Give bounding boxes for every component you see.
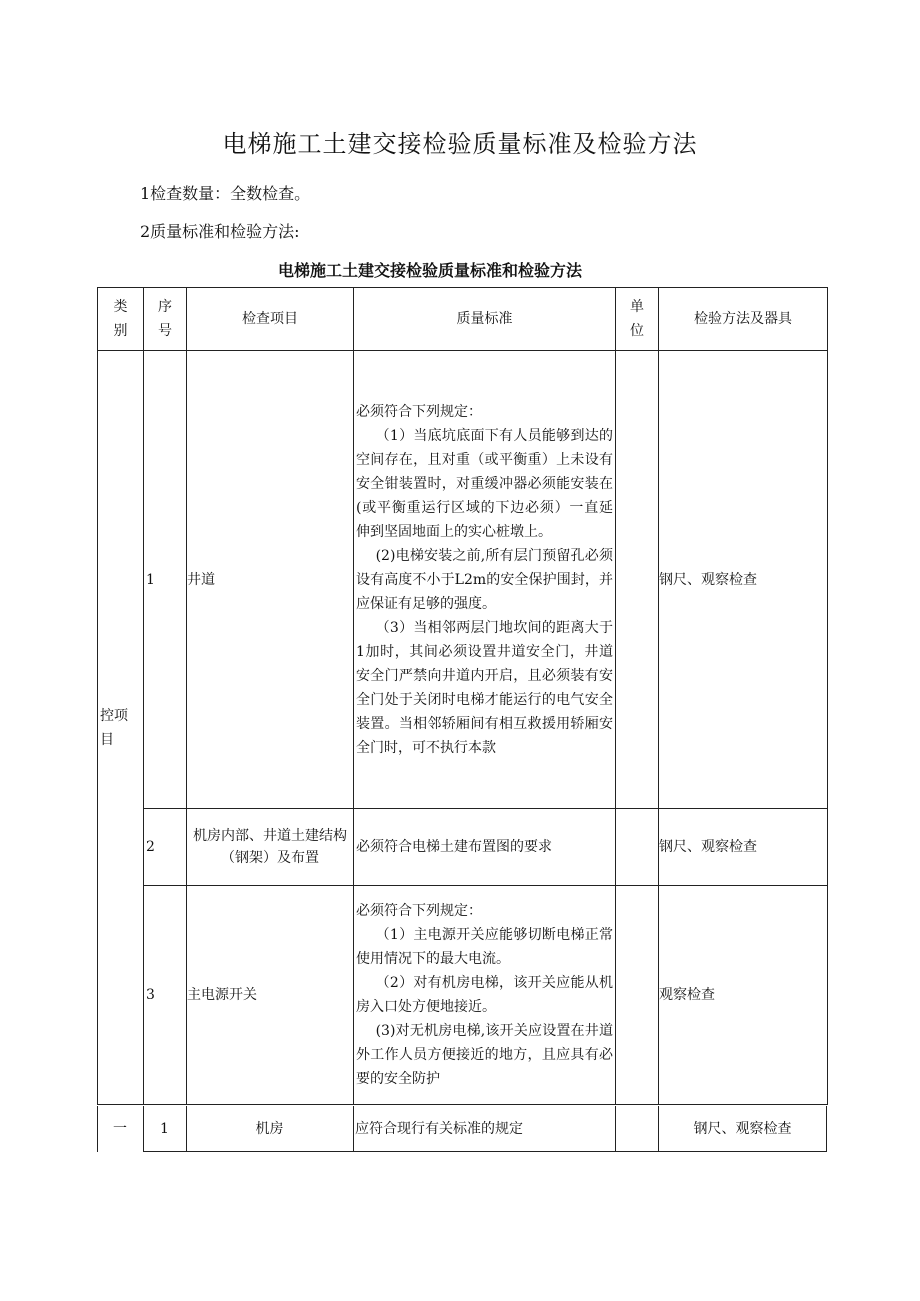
row-item: 主电源开关 bbox=[187, 886, 354, 1105]
row-item: 井道 bbox=[187, 351, 354, 809]
row-unit bbox=[616, 809, 659, 886]
header-item: 检查项目 bbox=[187, 288, 354, 351]
row-standard: 必须符合电梯土建布置图的要求 bbox=[354, 809, 616, 886]
row-seq: 1 bbox=[144, 351, 187, 809]
table-border bbox=[143, 1151, 827, 1152]
header-standard: 质量标准 bbox=[354, 288, 616, 351]
inspection-table bbox=[97, 287, 828, 1105]
next-standard: 应符合现行有关标准的规定 bbox=[355, 1121, 523, 1137]
next-seq: 1 bbox=[160, 1121, 169, 1137]
table-caption: 电梯施工土建交接检验质量标准和检验方法 bbox=[277, 261, 582, 280]
table-row bbox=[98, 886, 828, 1105]
header-unit: 单 位 bbox=[616, 288, 659, 351]
quality-standard-line: 2质量标准和检验方法: bbox=[140, 222, 300, 241]
row-standard: 必须符合下列规定： （1）当底坑底面下有人员能够到达的空间存在，且对重（或平衡重）上未设有安全钳装置时，对重缓冲器必须能安装在(或平衡重运行区域的下边必须）一直延伸到坚固地面上的实心桩墩上。 (2)电梯安装之前,所有层门预留孔必须设有高度不小于L2m的安全保护围封，并应保证有足够的强度。 （3）当相邻两层门地坎间的距离大于1加时，其间必须设置井道安全门，井道安全门严禁向井道内开启，且必须装有安全门处于关闭时电梯才能运行的电气安全装置。当相邻轿厢间有相互救援用轿厢安全门时，可不执行本款 bbox=[354, 351, 616, 809]
row-seq: 3 bbox=[144, 886, 187, 1105]
group-label: 控项 目 bbox=[98, 351, 144, 1105]
row-method: 钢尺、观察检查 bbox=[659, 809, 828, 886]
table-header-row bbox=[98, 288, 828, 351]
header-seq: 序 号 bbox=[144, 288, 187, 351]
table-border bbox=[186, 1106, 187, 1152]
document-title: 电梯施工土建交接检验质量标准及检验方法 bbox=[222, 130, 698, 158]
next-category: 一 bbox=[113, 1121, 127, 1137]
table-row bbox=[98, 351, 828, 809]
table-border bbox=[97, 1106, 98, 1152]
next-method: 钢尺、观察检查 bbox=[693, 1121, 792, 1137]
table-border bbox=[826, 1106, 827, 1152]
row-standard: 必须符合下列规定： （1）主电源开关应能够切断电梯正常使用情况下的最大电流。 （2）对有机房电梯，该开关应能从机房入口处方便地接近。 (3)对无机房电梯,该开关应设置在井道外工作人员方便接近的地方，且应具有必要的安全防护 bbox=[354, 886, 616, 1105]
header-category: 类 别 bbox=[98, 288, 144, 351]
table-border bbox=[143, 1106, 144, 1152]
table-row-partial bbox=[97, 1106, 827, 1152]
table-border bbox=[615, 1106, 616, 1152]
header-method: 检验方法及器具 bbox=[659, 288, 828, 351]
table-row bbox=[98, 809, 828, 886]
row-method: 观察检查 bbox=[659, 886, 828, 1105]
row-unit bbox=[616, 886, 659, 1105]
table-border bbox=[353, 1106, 354, 1152]
row-seq: 2 bbox=[144, 809, 187, 886]
row-unit bbox=[616, 351, 659, 809]
inspection-quantity-line: 1检查数量：全数检查。 bbox=[140, 184, 311, 203]
row-method: 钢尺、观察检查 bbox=[659, 351, 828, 809]
next-item: 机房 bbox=[255, 1121, 284, 1137]
table-border bbox=[658, 1106, 659, 1152]
row-item: 机房内部、井道土建结构（钢架）及布置 bbox=[187, 809, 354, 886]
